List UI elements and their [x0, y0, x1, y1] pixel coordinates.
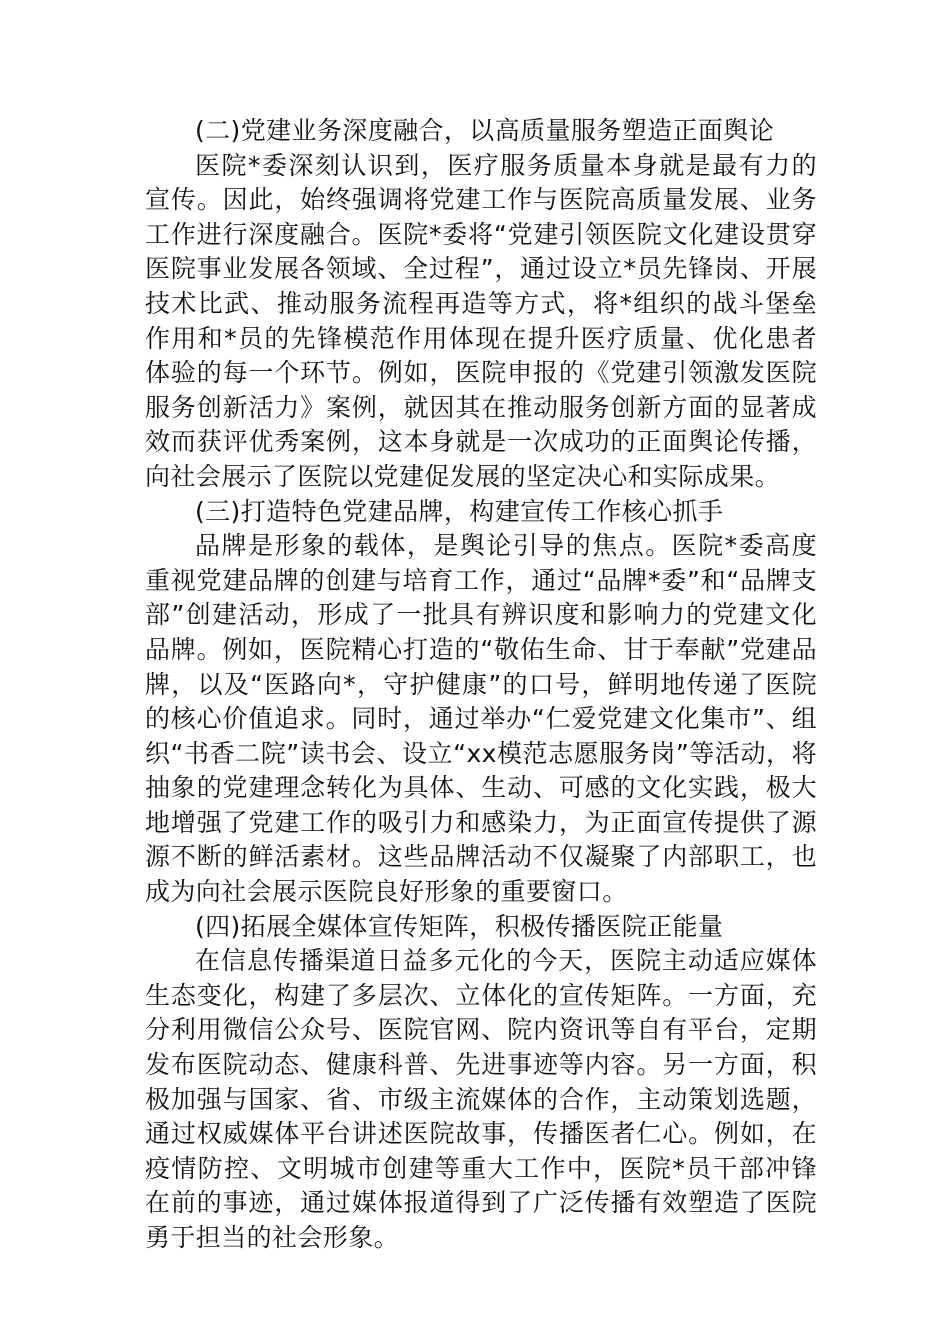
- section-heading-3: (三)打造特色党建品牌，构建宣传工作核心抓手: [195, 496, 724, 526]
- section-paragraph-4: 在信息传播渠道日益多元化的今天，医院主动适应媒体生态变化，构建了多层次、立体化的宣传矩阵。一方面，充分利用微信公众号、医院官网、院内资讯等自有平台，定期发布医院动态、健康科普、先进事迹等内容。另一方面，积极加强与国家、省、市级主流媒体的合作，主动策划选题，通过权威媒体平台讲述医院故事，传播医者仁心。例如，在疫情防控、文明城市创建等重大工作中，医院*员干部冲锋在前的事迹，通过媒体报道得到了广泛传播有效塑造了医院勇于担当的社会形象。: [145, 946, 817, 1252]
- section-paragraph-3: 品牌是形象的载体，是舆论引导的焦点。医院*委高度重视党建品牌的创建与培育工作，通过“品牌*委”和“品牌支部”创建活动，形成了一批具有辨识度和影响力的党建文化品牌。例如，医院精心打造的“敬佑生命、甘于奉献”党建品牌，以及“医路向*，守护健康”的口号，鲜明地传递了医院的核心价值追求。同时，通过举办“仁爱党建文化集市”、组织“书香二院”读书会、设立“xx模范志愿服务岗”等活动，将抽象的党建理念转化为具体、生动、可感的文化实践，极大地增强了党建工作的吸引力和感染力，为正面宣传提供了源源不断的鲜活素材。这些品牌活动不仅凝聚了内部职工，也成为向社会展示医院良好形象的重要窗口。: [145, 531, 817, 907]
- section-heading-2: (二)党建业务深度融合，以高质量服务塑造正面舆论: [195, 116, 775, 145]
- section-paragraph-2: 医院*委深刻认识到，医疗服务质量本身就是最有力的宣传。因此，始终强调将党建工作与医院高质量发展、业务工作进行深度融合。医院*委将“党建引领医院文化建设贯穿医院事业发展各领域、全过程”，通过设立*员先锋岗、开展技术比武、推动服务流程再造等方式，将*组织的战斗堡垒作用和*员的先锋模范作用体现在提升医疗质量、优化患者体验的每一个环节。例如，医院申报的《党建引领激发医院服务创新活力》案例，就因其在推动服务创新方面的显著成效而获评优秀案例，这本身就是一次成功的正面舆论传播，向社会展示了医院以党建促发展的坚定决心和实际成果。: [145, 150, 817, 491]
- document-body: [145, 114, 817, 1256]
- section-heading-4: (四)拓展全媒体宣传矩阵，积极传播医院正能量: [195, 911, 724, 941]
